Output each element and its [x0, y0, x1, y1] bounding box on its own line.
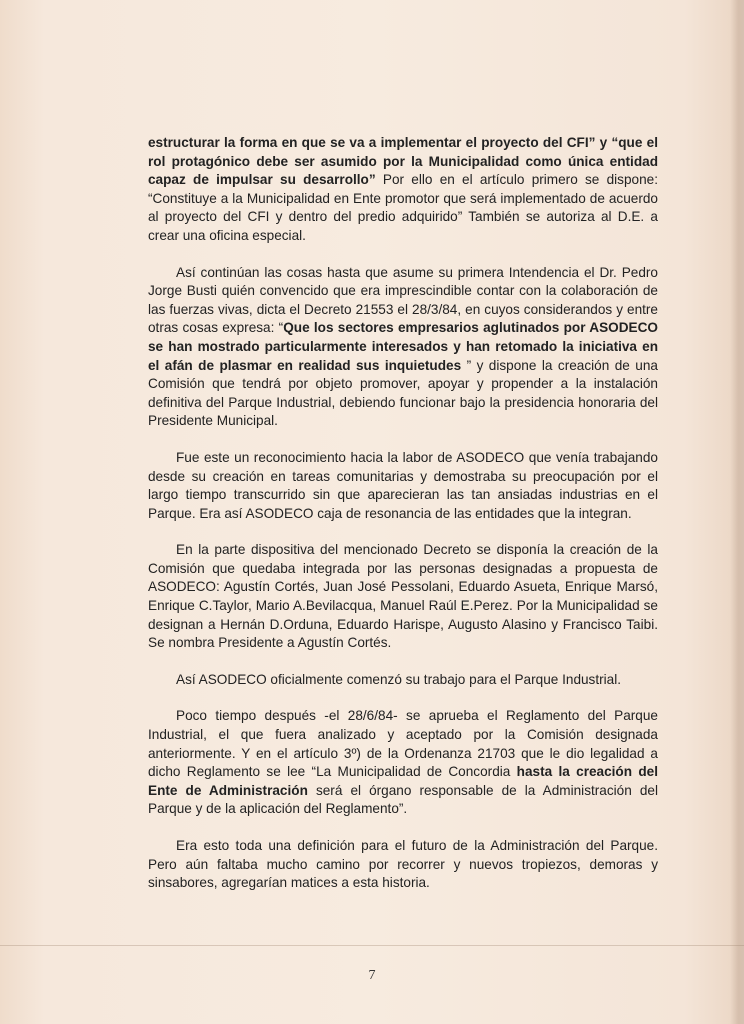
text-run: Así ASODECO oficialmente comenzó su trabajo para el Parque Industrial. — [176, 671, 622, 687]
paragraph — [148, 134, 658, 246]
text-run: Fue este un reconocimiento hacia la labor de ASODECO que venía trabajando desde su creación en tareas comunitarias y demostraba su preocupación por el largo tiempo transcurrido sin que aparecieran las tan ansiadas industrias en el Parque. Era así ASODECO caja de resonancia de las entidades que la integran. — [148, 449, 658, 521]
paragraph — [148, 449, 658, 523]
page-edge-shadow — [730, 0, 744, 1024]
bold-text-run: Que los sectores empresarios aglutinados por ASODECO se han mostrado particularmente interesados y han retomado la iniciativa en el afán de plasmar en realidad sus inquietudes — [148, 320, 658, 373]
text-run: Así continúan las cosas hasta que asume su primera Intendencia el Dr. Pedro Jorge Busti quién convencido que era imprescindible contar con la colaboración de las fuerzas vivas, dicta el Decreto 21553 el 28/3/84, en cuyos considerandos y entre otras cosas expresa: “ — [148, 264, 658, 336]
paragraph — [148, 541, 658, 653]
paragraph — [148, 707, 658, 819]
text-run: Por ello en el artículo primero se dispone: “Constituye a la Municipalidad en Ente promotor que será implementado de acuerdo al proyecto del CFI y dentro del predio adquirido” También se autoriza al D.E. a crear una oficina especial. — [148, 172, 659, 243]
text-run: ” y dispone la creación de una Comisión que tendrá por objeto promover, apoyar y propender a la instalación definitiva del Parque Industrial, debiendo funcionar bajo la presidencia honoraria del Presidente Municipal. — [148, 357, 658, 429]
bold-text-run: hasta la creación del Ente de Administración — [148, 764, 658, 798]
bold-text-run: estructurar la forma en que se va a implementar el proyecto del CFI” y “que el rol protagónico debe ser asumido por la Municipalidad como única entidad capaz de impulsar su desarrollo” — [148, 135, 658, 188]
page-number: 7 — [368, 968, 376, 983]
text-run: En la parte dispositiva del mencionado Decreto se disponía la creación de la Comisión que quedaba integrada por las personas designadas a propuesta de ASODECO: Agustín Cortés, Juan José Pessolani, Eduardo Asueta, Enrique Marsó, Enrique C.Taylor, Mario A.Bevilacqua, Manuel Raúl E.Perez. Por la Municipalidad se designan a Hernán D.Orduna, Eduardo Harispe, Augusto Alasino y Francisco Taibi. Se nombra Presidente a Agustín Cortés. — [148, 542, 658, 651]
paragraph — [148, 671, 658, 690]
paragraph — [148, 837, 658, 893]
paragraph — [148, 264, 658, 431]
text-run: Era esto toda una definición para el futuro de la Administración del Parque. Pero aún faltaba mucho camino por recorrer y nuevos tropiezos, demoras y sinsabores, agregarían matices a esta historia. — [148, 838, 658, 891]
text-run: será el órgano responsable de la Administración del Parque y de la aplicación del Reglamento”. — [148, 782, 658, 817]
text-run: Poco tiempo después -el 28/6/84- se aprueba el Reglamento del Parque Industrial, el que fuera analizado y aceptado por la Comisión designada anteriormente. Y en el artículo 3º) de la Ordenanza 21703 que le dio legalidad a dicho Reglamento se lee “La Municipalidad de Concordia — [148, 708, 658, 780]
body-text — [148, 134, 658, 911]
paper-fold-line — [0, 945, 744, 946]
